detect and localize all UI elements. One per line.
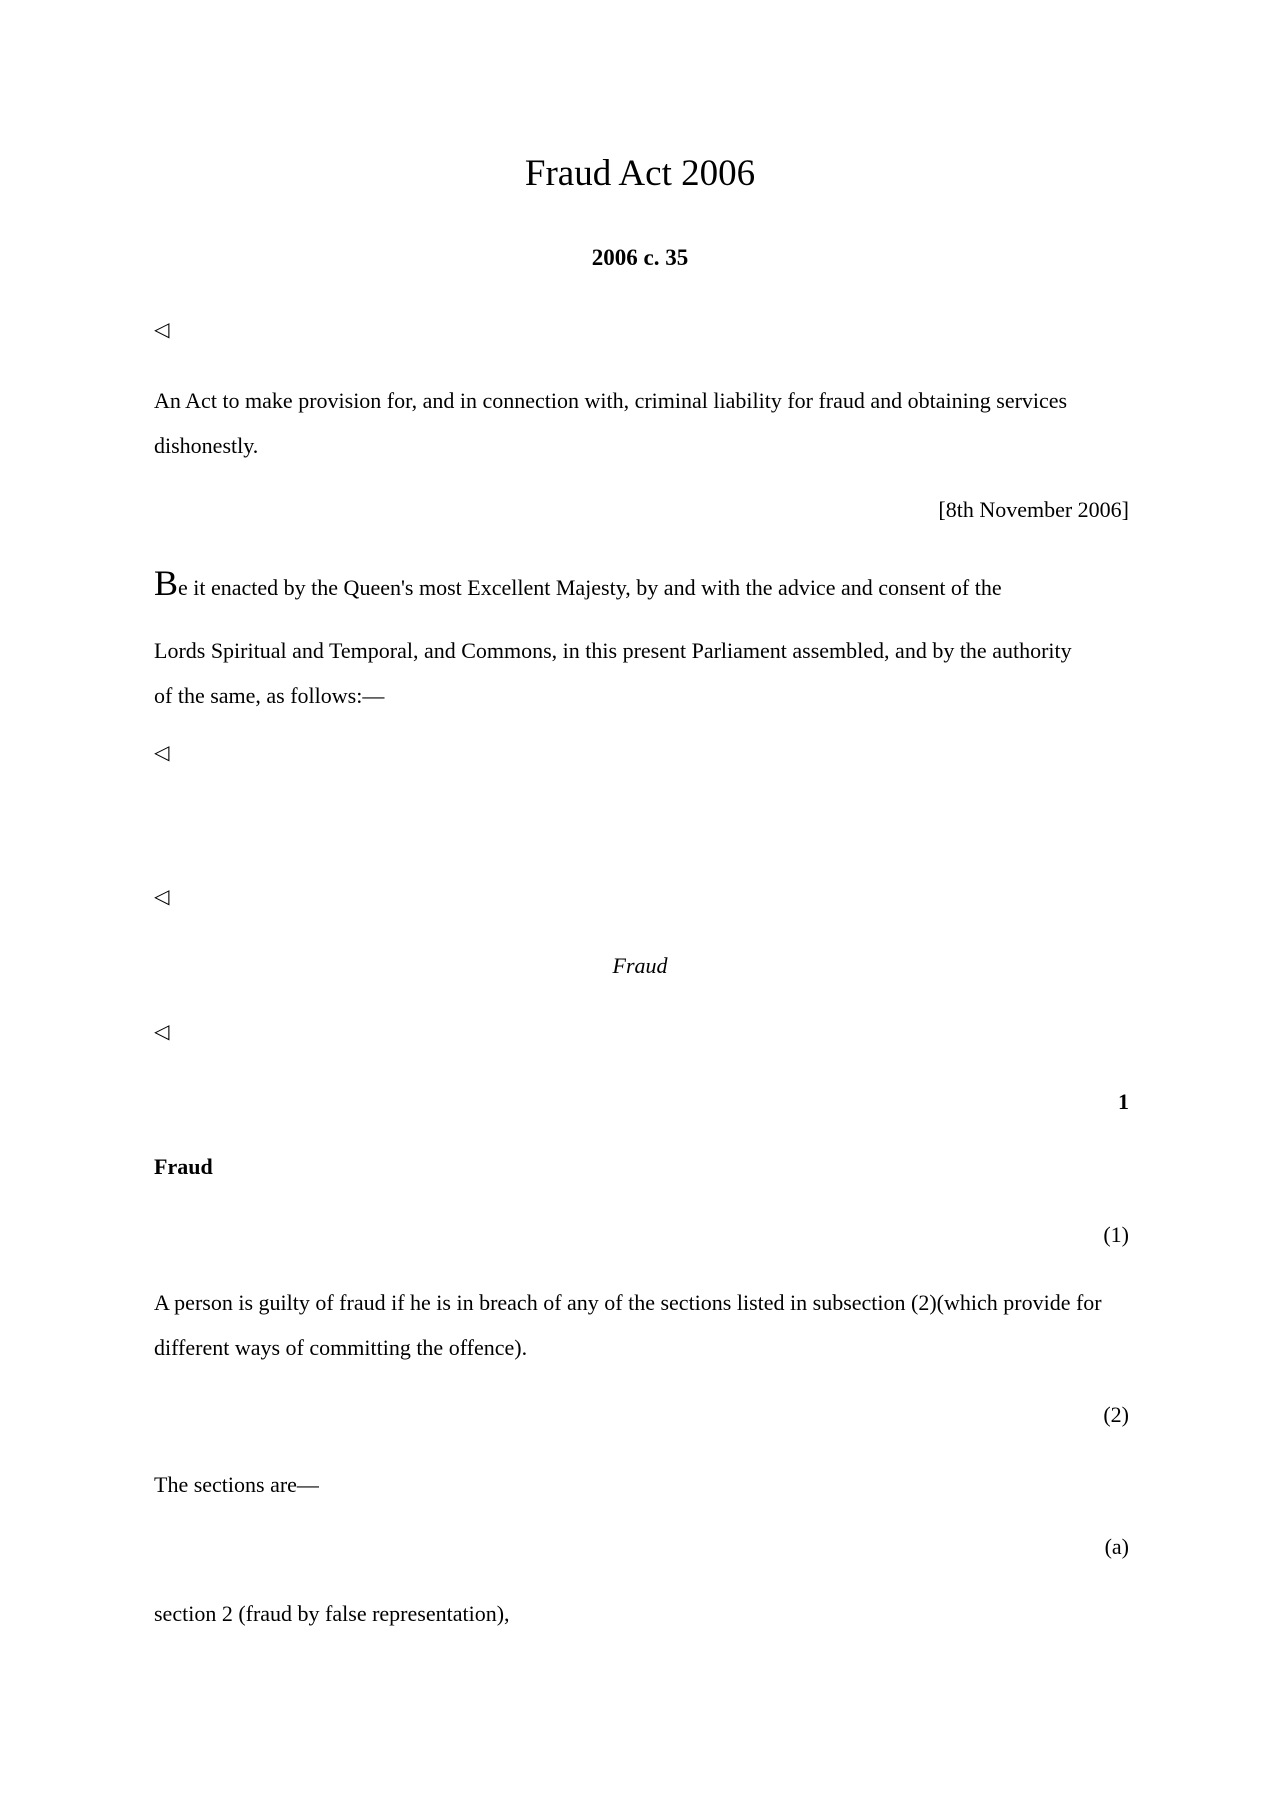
paragraph-a-number: (a) (1104, 1534, 1129, 1559)
subsection-1-text: A person is guilty of fraud if he is in breach of any of the sections listed in subsection (2)(which provide for different ways of committing the offence). (154, 1290, 1102, 1360)
subsection-2-text: The sections are— (154, 1472, 319, 1497)
back-arrow-icon[interactable]: ◁ (154, 1021, 170, 1043)
enacting-text-start: e it enacted by the Queen's most Excellent Majesty, by and with the advice and consent of the (178, 575, 1002, 600)
long-title: An Act to make provision for, and in connection with, criminal liability for fraud and obtaining services dishonestly. (154, 388, 1068, 458)
back-arrow-icon[interactable]: ◁ (154, 742, 170, 764)
enactment-date: [8th November 2006] (938, 497, 1129, 522)
section-title: Fraud (154, 1154, 213, 1179)
back-arrow-icon[interactable]: ◁ (154, 319, 170, 341)
part-heading: Fraud (612, 953, 668, 978)
paragraph-a-text: section 2 (fraud by false representation), (154, 1601, 510, 1626)
drop-cap: B (154, 563, 179, 603)
section-number: 1 (1118, 1089, 1129, 1114)
subsection-2-number: (2) (1103, 1402, 1129, 1427)
enacting-formula-line1 (154, 565, 1144, 606)
document-title: Fraud Act 2006 (524, 153, 756, 194)
chapter-number: 2006 c. 35 (591, 245, 689, 270)
subsection-1-number: (1) (1103, 1222, 1129, 1247)
enacting-formula-rest: Lords Spiritual and Temporal, and Commons, in this present Parliament assembled, and by the authority of the same, as follows:— (154, 638, 1072, 708)
back-arrow-icon[interactable]: ◁ (154, 886, 170, 908)
